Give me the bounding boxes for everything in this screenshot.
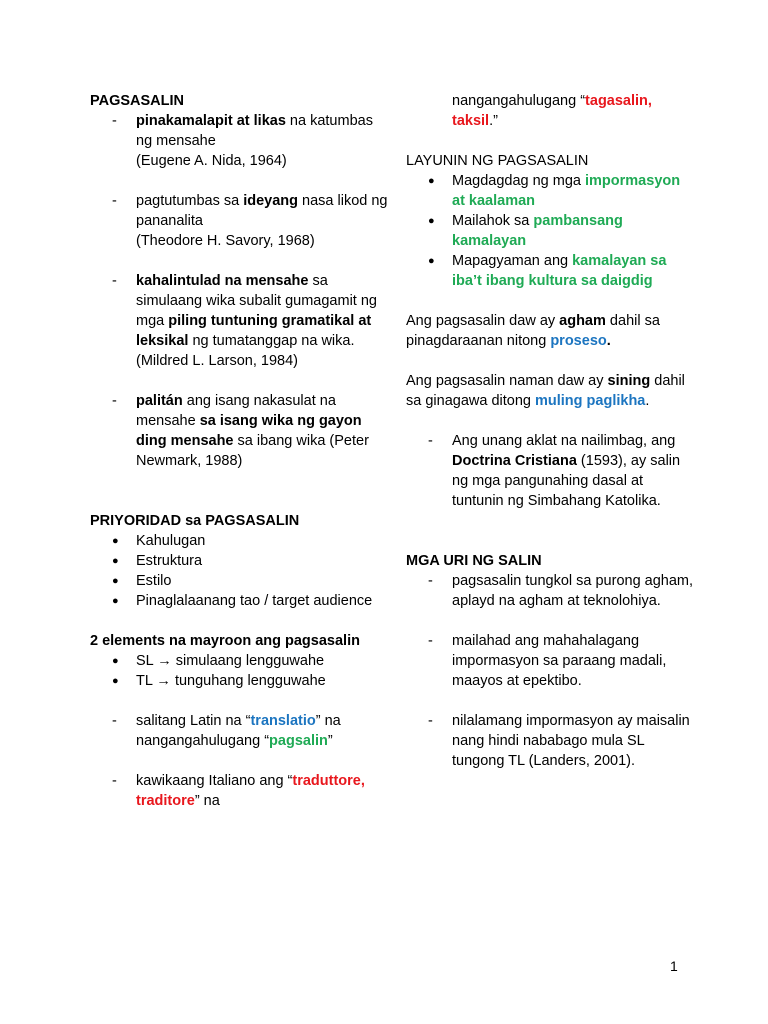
paragraph-agham: Ang pagsasalin daw ay agham dahil sa pinagdaraanan nitong proseso. <box>406 313 660 349</box>
list-item: ● Magdagdag ng mga impormasyon at kaalaman <box>406 171 696 211</box>
list-item: - nilalamang impormasyon ay maisalin nang hindi nababago mula SL tungong TL (Landers, 2001). <box>406 711 696 771</box>
list-item: ● SL → simulaang lengguwahe <box>90 651 390 671</box>
right-column <box>406 91 696 771</box>
page-number: 1 <box>670 958 678 974</box>
heading-mga-uri: MGA URI NG SALIN <box>406 553 542 569</box>
list-item: ● Mailahok sa pambansang kamalayan <box>406 211 696 251</box>
heading-pagsasalin: PAGSASALIN <box>90 93 184 109</box>
heading-layunin: LAYUNIN NG PAGSASALIN <box>406 153 589 169</box>
definition-larson: - kahalintulad na mensahe sa simulaang wika subalit gumagamit ng mga piling tuntuning gramatikal at leksikal ng tumatanggap na wika. (Mildred L. Larson, 1984) <box>90 271 390 371</box>
list-item: - pagsasalin tungkol sa purong agham, aplayd na agham at teknolohiya. <box>406 571 696 611</box>
list-item: ● TL → tunguhang lengguwahe <box>90 671 390 691</box>
italian-proverb-continued: nangangahulugang “tagasalin, taksil.” <box>452 93 652 129</box>
list-item: ● Mapagyaman ang kamalayan sa iba’t ibang kultura sa daigdig <box>406 251 696 291</box>
definition-nida: - pinakamalapit at likas na katumbas ng mensahe (Eugene A. Nida, 1964) <box>90 111 390 171</box>
heading-elements: 2 elements na mayroon ang pagsasalin <box>90 633 360 649</box>
list-item: ● Pinaglalaanang tao / target audience <box>90 591 390 611</box>
citation: (Theodore H. Savory, 1968) <box>136 233 315 249</box>
definition-newmark: - palitán ang isang nakasulat na mensahe sa isang wika ng gayon ding mensahe sa ibang wika (Peter Newmark, 1988) <box>90 391 390 471</box>
definition-savory: - pagtutumbas sa ideyang nasa likod ng pananalita (Theodore H. Savory, 1968) <box>90 191 390 251</box>
list-item: - mailahad ang mahahalagang impormasyon sa paraang madali, maayos at epektibo. <box>406 631 696 691</box>
citation: (Mildred L. Larson, 1984) <box>136 353 298 369</box>
left-column <box>90 91 390 811</box>
latin-origin: - salitang Latin na “translatio” na nangangahulugang “pagsalin” <box>90 711 390 751</box>
paragraph-sining: Ang pagsasalin naman daw ay sining dahil sa ginagawa ditong muling paglikha. <box>406 373 685 409</box>
citation: (Eugene A. Nida, 1964) <box>136 153 287 169</box>
doctrina-cristiana-note: - Ang unang aklat na nailimbag, ang Doctrina Cristiana (1593), ay salin ng mga pangunahing dasal at tuntunin ng Simbahang Katolika. <box>406 431 696 511</box>
list-item: ● Estruktura <box>90 551 390 571</box>
italian-proverb: - kawikaang Italiano ang “traduttore, traditore” na <box>90 771 390 811</box>
list-item: ● Estilo <box>90 571 390 591</box>
heading-priyoridad: PRIYORIDAD sa PAGSASALIN <box>90 513 300 529</box>
list-item: ● Kahulugan <box>90 531 390 551</box>
